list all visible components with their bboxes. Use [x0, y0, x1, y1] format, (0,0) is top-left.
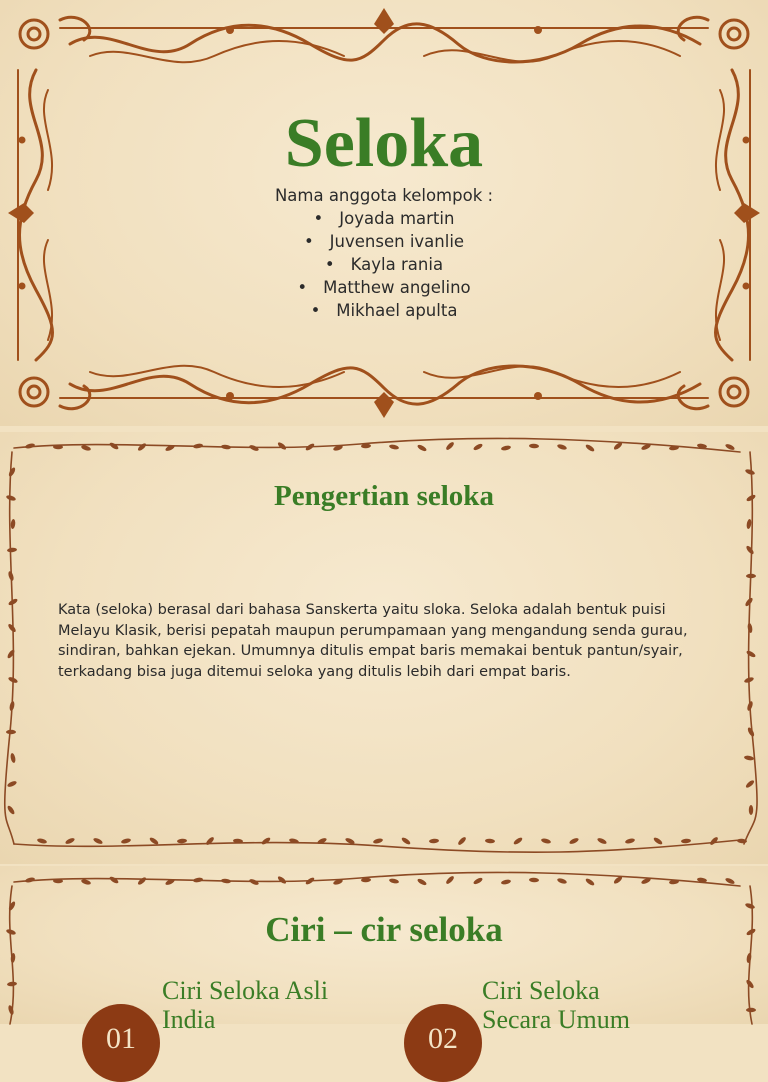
leaf-ornament [585, 877, 596, 886]
leaf-ornament [93, 837, 104, 845]
leaf-ornament [7, 623, 17, 633]
leaf-ornament [529, 878, 539, 883]
leaf-ornament [221, 878, 231, 884]
member-list [0, 184, 768, 322]
leaf-ornament [473, 443, 484, 452]
leaf-ornament [501, 879, 512, 886]
leaf-ornament [6, 730, 16, 734]
leaf-ornament [81, 878, 92, 885]
leaf-ornament [681, 838, 691, 843]
leaf-ornament [745, 979, 755, 989]
leaf-ornament [137, 442, 147, 452]
members-heading: Nama anggota kelompok : [274, 186, 494, 205]
leaf-ornament [625, 838, 636, 845]
leaf-ornament [8, 467, 17, 478]
leaf-ornament [137, 876, 147, 886]
leaf-ornament [747, 623, 753, 634]
leaf-ornament [653, 836, 664, 845]
leaf-ornament [81, 444, 92, 451]
leaf-ornament [557, 443, 568, 450]
leaf-ornament [6, 649, 15, 660]
leaf-ornament [485, 838, 495, 843]
leaf-ornament [569, 837, 580, 845]
leaf-ornament [249, 878, 260, 886]
leaf-ornament [37, 838, 48, 845]
item-label: Ciri Seloka Asli India [162, 976, 329, 1034]
leaf-ornament [7, 780, 18, 788]
leaf-ornament [25, 877, 36, 884]
leaf-ornament [221, 444, 231, 450]
leaf-ornament [10, 753, 16, 764]
item-label: Ciri Seloka Secara Umum [482, 976, 631, 1034]
member-item: • Juvensen ivanlie [0, 230, 768, 253]
leaf-ornament [709, 836, 719, 846]
leaf-ornament [261, 836, 272, 845]
slide-characteristics [0, 866, 768, 1055]
slide-title [0, 0, 768, 426]
leaf-ornament [473, 877, 484, 886]
leaf-ornament [746, 1008, 756, 1012]
number-badge: 02 [404, 1004, 482, 1082]
leaf-ornament [193, 877, 204, 883]
leaf-ornament [205, 836, 215, 846]
leaf-ornament [529, 444, 539, 449]
leaf-ornament [389, 878, 400, 885]
leaf-ornament [7, 1005, 14, 1016]
leaf-ornament [746, 650, 757, 659]
leaf-ornament [745, 545, 755, 555]
leaf-ornament [417, 878, 428, 887]
member-item: • Matthew angelino [0, 276, 768, 299]
leaf-ornament [177, 838, 187, 843]
page-title: Seloka [284, 105, 484, 182]
leaf-ornament [445, 441, 455, 451]
leaf-ornament [7, 571, 14, 582]
leaf-ornament [6, 805, 15, 816]
leaf-ornament [746, 574, 756, 578]
member-item: • Kayla rania [0, 253, 768, 276]
leaf-ornament [745, 779, 755, 789]
leaf-ornament [109, 441, 120, 450]
leaf-ornament [745, 902, 756, 910]
leaf-ornament [249, 444, 260, 452]
leaf-ornament [744, 755, 755, 761]
member-item: • Mikhael apulta [0, 299, 768, 322]
member-item: • Joyada martin [0, 207, 768, 230]
leaf-ornament [746, 701, 754, 712]
leaf-ornament [745, 468, 756, 476]
slide-definition [0, 432, 768, 864]
leaf-ornament [557, 877, 568, 884]
leaf-ornament [597, 837, 608, 845]
leaf-ornament [749, 805, 753, 815]
leaf-ornament [25, 443, 36, 450]
leaf-ornament [401, 836, 412, 845]
leaf-ornament [109, 875, 120, 884]
leaf-ornament [7, 547, 17, 552]
leaf-ornament [9, 701, 15, 712]
leaf-ornament [457, 836, 467, 846]
leaf-ornament [373, 838, 384, 845]
number-badge: 01 [82, 1004, 160, 1082]
leaf-ornament [277, 441, 288, 451]
leaf-ornament [445, 875, 455, 885]
leaf-ornament [277, 875, 288, 885]
leaf-ornament [389, 444, 400, 451]
section-title: Ciri – cir seloka [265, 910, 503, 949]
leaf-ornament [429, 838, 439, 843]
leaf-ornament [65, 837, 76, 845]
definition-paragraph: Kata (seloka) berasal dari bahasa Sanskerta yaitu sloka. Seloka adalah bentuk puisi Melayu Klasik, berisi pepatah maupun perumpamaan yang mengandung senda gurau, sindiran, bahkan ejekan. Umumnya ditulis empat baris memakai bentuk pantun/syair, terkadang bisa juga ditemui seloka yang ditulis lebih dari empat baris. [58, 602, 688, 680]
leaf-ornament [513, 836, 524, 845]
leaf-ornament [746, 519, 752, 530]
section-title: Pengertian seloka [274, 480, 494, 512]
leaf-ornament [7, 981, 17, 986]
leaf-ornament [193, 443, 204, 449]
leaf-ornament [121, 838, 132, 845]
leaf-ornament [585, 443, 596, 452]
leaf-ornament [417, 444, 428, 453]
leaf-ornament [501, 445, 512, 452]
leaf-ornament [541, 838, 552, 845]
leaf-ornament [10, 519, 15, 529]
